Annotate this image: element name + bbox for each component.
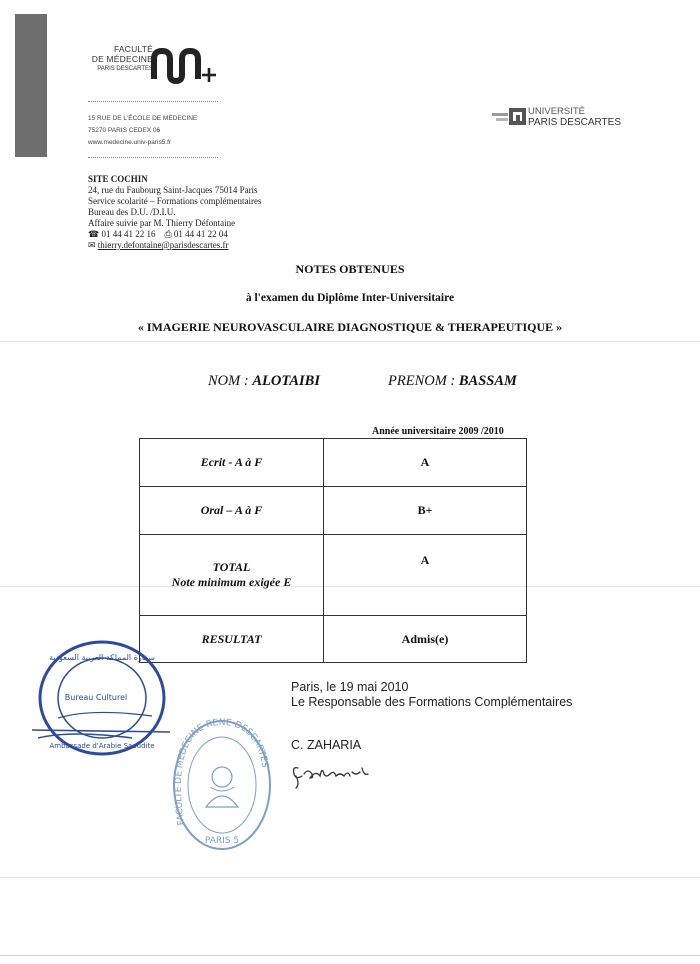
svg-text:PARIS 5: PARIS 5	[204, 836, 240, 846]
document-title: NOTES OBTENUES	[295, 262, 405, 276]
signatory-role: Le Responsable des Formations Complémentaires	[291, 695, 573, 709]
site-title: SITE COCHIN	[88, 174, 148, 184]
site-phone: 01 44 41 22 16	[101, 229, 156, 239]
table-row	[140, 487, 527, 535]
nom-label: NOM :	[208, 373, 253, 389]
email-icon: ✉	[88, 240, 96, 250]
embassy-stamp	[32, 638, 172, 768]
svg-text:FACULTE DE MEDECINE RENE DESCA: FACULTE DE MEDECINE RENE DESCARTES	[174, 717, 270, 826]
student-nom	[208, 373, 320, 390]
ecrit-label: Ecrit - A à F	[140, 439, 324, 487]
faculty-line2: DE MÉDECINE	[91, 54, 153, 64]
scan-artifact-line	[0, 877, 700, 878]
university-line2: PARIS DESCARTES	[528, 117, 621, 128]
academic-year: Année universitaire 2009 /2010	[372, 426, 504, 437]
handwritten-signature	[290, 758, 380, 790]
header-divider-top	[88, 101, 218, 102]
oral-label: Oral – A à F	[140, 487, 324, 535]
phone-icon: ☎	[88, 229, 100, 239]
total-grade: A	[324, 535, 527, 616]
scan-artifact-line	[0, 341, 700, 342]
site-service: Service scolarité – Formations complémentaires	[88, 196, 262, 206]
faculty-website: www.medecine.univ-paris5.fr	[88, 139, 172, 146]
faculty-seal-stamp	[170, 715, 275, 855]
nom-value: ALOTAIBI	[252, 373, 320, 389]
scan-artifact-line	[0, 955, 700, 956]
total-label-cell	[140, 535, 324, 616]
signature-block	[291, 680, 572, 710]
site-fax: 01 44 41 22 04	[173, 229, 228, 239]
site-bureau: Bureau des D.U. /D.I.U.	[88, 207, 176, 217]
prenom-label: PRENOM :	[388, 373, 459, 389]
site-affaire: Affaire suivie par M. Thierry Défontaine	[88, 218, 236, 228]
table-row	[140, 616, 527, 663]
signatory-name: C. ZAHARIA	[291, 738, 362, 752]
faculty-name	[88, 44, 153, 74]
ecrit-grade: A	[324, 439, 527, 487]
faculty-line3: PARIS DESCARTES	[97, 66, 153, 72]
faculty-address-line1: 15 RUE DE L'ÉCOLE DE MÉDECINE	[88, 115, 198, 122]
faculty-address-line2: 75270 PARIS CEDEX 06	[88, 127, 161, 134]
faculty-line1: FACULTÉ	[113, 44, 153, 54]
email-line	[88, 240, 261, 251]
resultat-label: RESULTAT	[140, 616, 324, 663]
faculty-m-plus-logo	[150, 45, 220, 87]
place-date: Paris, le 19 mai 2010	[291, 680, 409, 694]
prenom-value: BASSAM	[458, 373, 517, 389]
site-info	[88, 174, 261, 251]
header-divider-bottom	[88, 157, 218, 158]
svg-text:Ambassade d'Arabie Saoudite: Ambassade d'Arabie Saoudite	[49, 742, 155, 750]
site-address: 24, rue du Faubourg Saint-Jacques 75014 Paris	[88, 185, 258, 195]
left-margin-bar	[15, 14, 47, 157]
document-subtitle: à l'examen du Diplôme Inter-Universitaire	[245, 292, 455, 304]
grades-table	[139, 438, 527, 663]
university-logo-icon	[492, 104, 528, 130]
diploma-name: « IMAGERIE NEUROVASCULAIRE DIAGNOSTIQUE & THERAPEUTIQUE »	[137, 320, 563, 334]
student-prenom	[388, 373, 517, 390]
svg-text:سفارة المملكة العربية السعودية: سفارة المملكة العربية السعودية	[49, 653, 155, 662]
contact-line	[88, 229, 261, 240]
svg-text:Bureau Culturel: Bureau Culturel	[64, 693, 128, 702]
resultat-value: Admis(e)	[324, 616, 527, 663]
table-row	[140, 535, 527, 616]
university-name	[528, 106, 621, 128]
table-row	[140, 439, 527, 487]
total-sublabel: Note minimum exigée E	[171, 575, 292, 589]
university-line1: UNIVERSITÉ	[528, 106, 586, 117]
oral-grade: B+	[324, 487, 527, 535]
total-label: TOTAL	[212, 560, 251, 574]
site-email[interactable]: thierry.defontaine@parisdescartes.fr	[97, 240, 229, 250]
fax-icon: ⎙	[164, 229, 172, 239]
